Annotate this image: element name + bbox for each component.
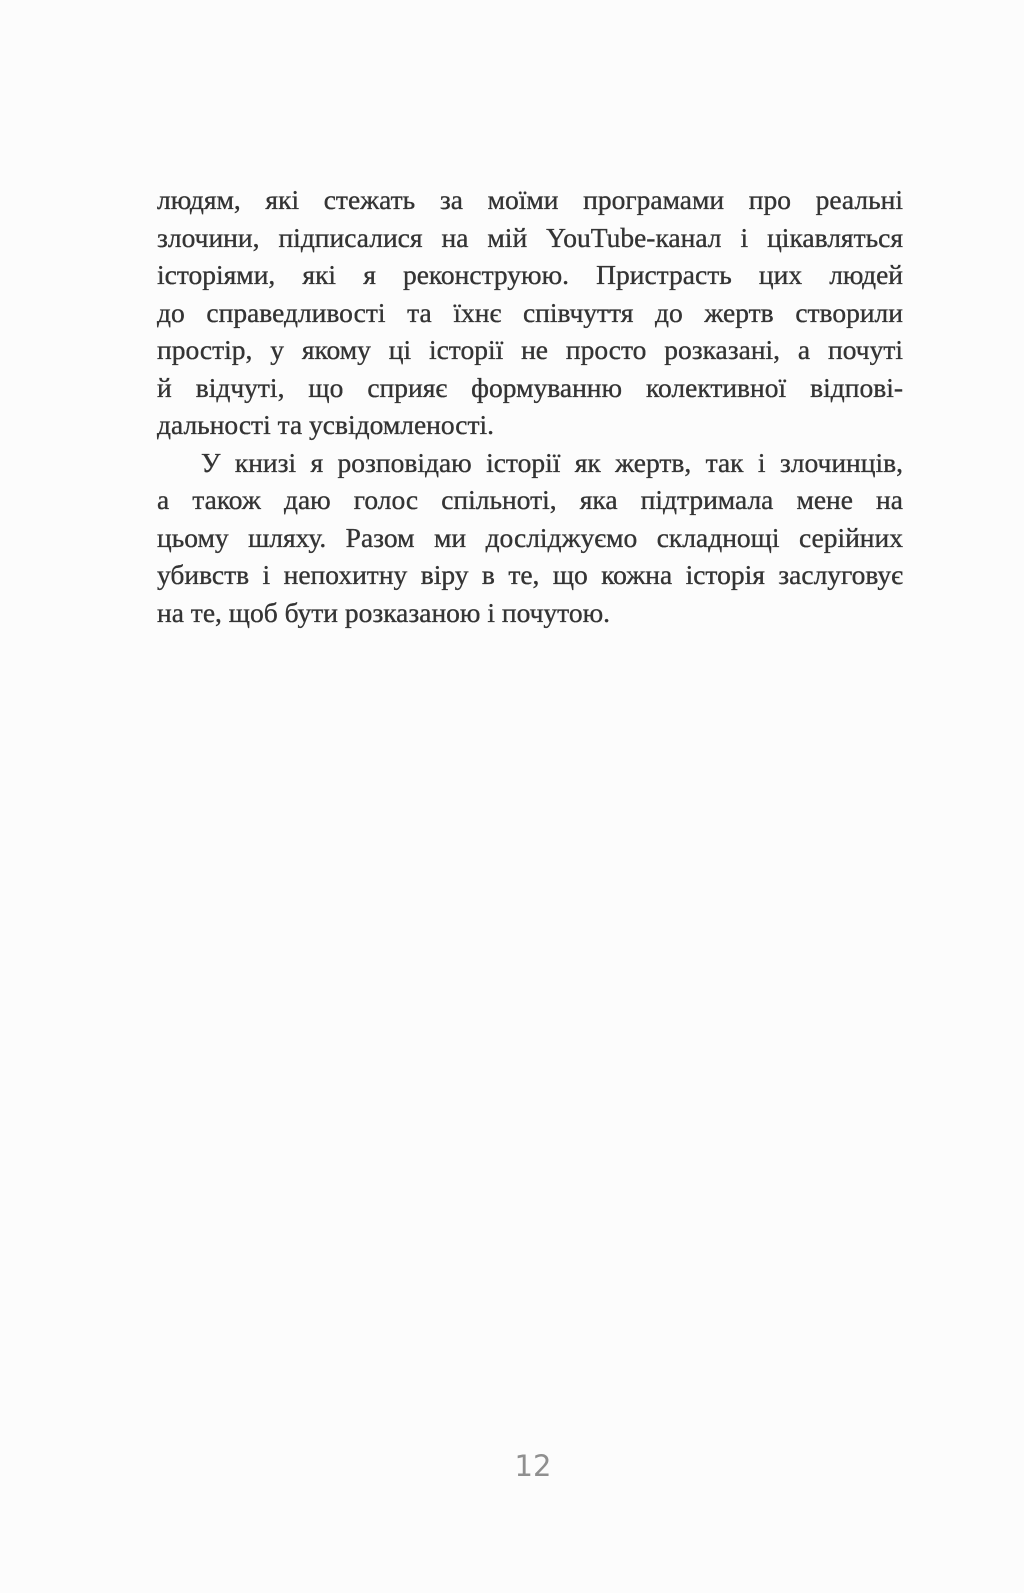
body-text [157, 181, 903, 631]
text-line: убивств і непохитну віру в те, що кожна історія заслуговує [157, 559, 903, 590]
text-line: У книзі я розповідаю історії як жертв, так і злочинців, [201, 446, 903, 478]
paragraph-continuation [157, 181, 903, 444]
text-line: історіями, які я реконструюю. Пристрасть цих людей [157, 259, 903, 290]
text-line: на те, щоб бути розказаною і почутою. [157, 596, 611, 628]
text-line: до справедливості та їхнє співчуття до жертв створили [157, 296, 903, 328]
text-line: й відчуті, що сприяє формуванню колективної відпові- [157, 371, 903, 403]
text-line: а також даю голос спільноті, яка підтримала мене на [157, 484, 903, 515]
text-line: простір, у якому ці історії не просто розказані, а почуті [157, 334, 903, 365]
page-number: 12 [514, 1449, 552, 1483]
text-line: людям, які стежать за моїми програмами про реальні [157, 184, 903, 215]
text-line: цьому шляху. Разом ми досліджуємо складнощі серійних [157, 521, 903, 553]
text-line: дальності та усвідомленості. [157, 409, 495, 440]
text-line: злочини, підписалися на мій YouTube-канал і цікавляться [157, 221, 903, 253]
paragraph-2 [157, 444, 903, 632]
